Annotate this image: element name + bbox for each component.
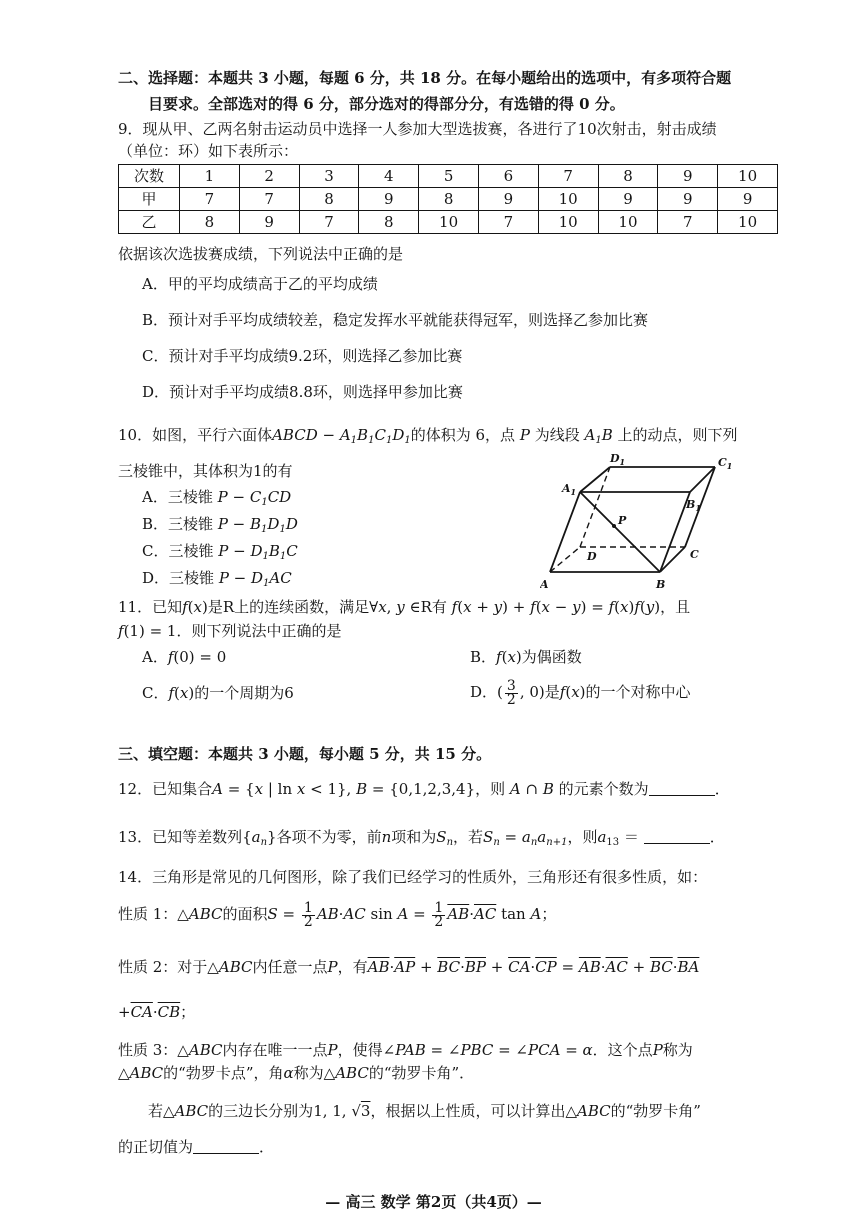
q10-option-a-label: A．三棱锥 bbox=[142, 488, 213, 506]
label-d: D bbox=[587, 550, 597, 563]
table-cell: 5 bbox=[419, 165, 479, 188]
q11-option-d-label: D． bbox=[470, 683, 498, 701]
q14-property2-text-2: ，有 bbox=[337, 958, 368, 976]
section2-heading-line1: 二、选择题：本题共 3 小题，每题 6 分，共 18 分。在每小题给出的选项中，有多项符合题 bbox=[118, 69, 732, 87]
q11-option-a: A．f(0) = 0 bbox=[142, 648, 227, 666]
q12-answer-blank[interactable] bbox=[649, 781, 715, 796]
q10-stem-line1: 10．如图，平行六面体ABCD − $A_1B_1C_1D_1$的体积为 6，点 P 为线段 $A_1B$ 上的动点，则下列 bbox=[118, 426, 738, 446]
edge-a1-a bbox=[550, 492, 580, 572]
q10-option-c-label: C．三棱锥 bbox=[142, 542, 214, 560]
q10-stem-line2: 三棱锥中，其体积为1的有 bbox=[118, 462, 293, 480]
table-cell: 次数 bbox=[119, 165, 180, 188]
q13-text-3: 项和为 bbox=[391, 828, 437, 846]
q9-option-b: B．预计对手平均成绩较差，稳定发挥水平就能获得冠军，则选择乙参加比赛 bbox=[142, 311, 649, 329]
q10-math-segment: $A_1B$ bbox=[584, 426, 613, 446]
q11-stem-line2: f(1) = 1．则下列说法中正确的是 bbox=[118, 622, 342, 640]
q11-text-5: ．则下列说法中正确的是 bbox=[176, 622, 342, 640]
q14-property2-line1: 性质 2：对于△ABC内任意一点P，有$\overline{AB}\cdot\overline{AP} + \overline{BC}\cdot\overline{BP} + \overline{CA}\cdot\overline{CP} = \overline{AB}\cdot\overline{AC} + \overline{BC}\cdot\overline{BA}$ bbox=[118, 958, 700, 976]
q14-property1: 性质 1：△ABC的面积S = $\frac{1}{2}$ AB·AC sin A = $\frac{1}{2}$ $\overline{AB}\cdot\overline{AC}$ tan A； bbox=[118, 899, 557, 930]
table-cell: 7 bbox=[478, 211, 538, 234]
q11-option-d-text-1: 是 bbox=[544, 683, 560, 701]
q12-text-1: 12．已知集合 bbox=[118, 780, 213, 798]
q11-option-c-text: 的一个周期为6 bbox=[194, 684, 294, 702]
q13-text-5: ，则 bbox=[567, 828, 598, 846]
page-footer: — 高三 数学 第2页（共4页）— bbox=[325, 1193, 542, 1211]
q13-text-4: ，若 bbox=[453, 828, 484, 846]
q10-option-b-label: B．三棱锥 bbox=[142, 515, 214, 533]
q11-option-a-label: A． bbox=[142, 648, 168, 666]
table-cell: 9 bbox=[478, 188, 538, 211]
table-cell: 9 bbox=[658, 188, 718, 211]
q9-option-a: A．甲的平均成绩高于乙的平均成绩 bbox=[142, 275, 378, 293]
q11-option-d: D．( $\frac{3}{2}$ , 0)是f(x)的一个对称中心 bbox=[470, 677, 691, 708]
q14-question-text-2: 的三边长分别为 bbox=[208, 1102, 314, 1120]
table-row bbox=[119, 188, 778, 211]
q14-fraction-half-1: $\frac{1}{2}$ bbox=[303, 899, 313, 930]
table-cell: 1 bbox=[180, 165, 240, 188]
q12-stem: 12．已知集合A = {x | ln x < 1}, B = {0,1,2,3,4}，则 A ∩ B 的元素个数为 ． bbox=[118, 780, 730, 798]
q14-property2-text-1: 内任意一点 bbox=[252, 958, 328, 976]
table-cell: 9 bbox=[718, 188, 778, 211]
q10-text-3: ，点 bbox=[485, 426, 516, 444]
q14-question-text-5: 的正切值为 bbox=[118, 1138, 194, 1156]
q11-option-c-label: C． bbox=[142, 684, 169, 702]
table-row bbox=[119, 211, 778, 234]
q14-question-line1: 若△ABC的三边长分别为1, 1, √3，根据以上性质，可以计算出△ABC的“勃罗卡角” bbox=[148, 1102, 701, 1120]
q11-text-4: ，且 bbox=[660, 598, 691, 616]
table-cell: 2 bbox=[239, 165, 299, 188]
q11-option-b-text: 为偶函数 bbox=[521, 648, 582, 666]
table-cell: 甲 bbox=[119, 188, 180, 211]
q10-option-a: A．三棱锥 $P - C_1CD$ bbox=[142, 488, 292, 508]
q11-option-b-label: B． bbox=[470, 648, 497, 666]
label-c1 bbox=[718, 456, 732, 471]
q13-answer-blank[interactable] bbox=[644, 829, 710, 844]
table-cell: 9 bbox=[598, 188, 658, 211]
q14-property3-text-3: ．这个点 bbox=[592, 1041, 653, 1059]
q14-property3-label: 性质 3：△ bbox=[118, 1041, 189, 1059]
q14-property3-text-1: 内存在唯一一点 bbox=[222, 1041, 328, 1059]
table-cell: 10 bbox=[598, 211, 658, 234]
q14-answer-blank[interactable] bbox=[193, 1139, 259, 1154]
q14-property2-line2: $+\overline{CA}\cdot\overline{CB}$； bbox=[118, 1003, 196, 1021]
q14-property3-text-5: △ bbox=[118, 1064, 130, 1082]
table-cell: 4 bbox=[359, 165, 419, 188]
q9-prompt: 依据该次选拔赛成绩，下列说法中正确的是 bbox=[118, 245, 404, 263]
label-p: P bbox=[618, 514, 627, 527]
q12-text-2: ，则 bbox=[475, 780, 506, 798]
q11-text-2: 是R上的连续函数，满足∀ bbox=[207, 598, 379, 616]
label-a1-sub: 1 bbox=[570, 487, 577, 497]
label-b: B bbox=[656, 578, 666, 591]
label-a: A bbox=[540, 578, 549, 591]
q10-text-2: 的体积为 bbox=[410, 426, 471, 444]
table-cell: 7 bbox=[658, 211, 718, 234]
q10-option-c: C．三棱锥 $P - D_1B_1C$ bbox=[142, 542, 298, 562]
q11-fraction-3-2: $\frac{3}{2}$ bbox=[506, 677, 516, 708]
table-cell: 7 bbox=[299, 211, 359, 234]
table-cell: 8 bbox=[419, 188, 479, 211]
table-cell: 9 bbox=[658, 165, 718, 188]
q14-property3-text-6: 的“勃罗卡点”，角 bbox=[163, 1064, 284, 1082]
q14-property1-text: 的面积 bbox=[222, 905, 268, 923]
table-cell: 乙 bbox=[119, 211, 180, 234]
q11-stem-line1: 11．已知f(x)是R上的连续函数，满足∀x, y ∈R有 f(x + y) + f(x − y) = f(x)f(y)，且 bbox=[118, 598, 691, 616]
q14-question-text-4: 的“勃罗卡角” bbox=[610, 1102, 701, 1120]
q14-fraction-half-2: $\frac{1}{2}$ bbox=[434, 899, 444, 930]
q14-intro: 14．三角形是常见的几何图形，除了我们已经学习的性质外，三角形还有很多性质，如： bbox=[118, 868, 708, 886]
q10-text-5: 上的动点，则下列 bbox=[617, 426, 738, 444]
table-cell: 7 bbox=[180, 188, 240, 211]
q11-option-d-text-2: 的一个对称中心 bbox=[585, 683, 691, 701]
q13-text-1: 13．已知等差数列 bbox=[118, 828, 243, 846]
section3-heading: 三、填空题：本题共 3 小题，每小题 5 分，共 15 分。 bbox=[118, 745, 492, 763]
q9-score-table bbox=[118, 164, 778, 234]
q14-question-text-6: ． bbox=[259, 1138, 275, 1156]
q14-question-text-3: ，根据以上性质，可以计算出△ bbox=[370, 1102, 577, 1120]
q11-text-3: ∈R有 bbox=[409, 598, 447, 616]
q9-stem-line1: 9．现从甲、乙两名射击运动员中选择一人参加大型选拔赛，各进行了10次射击，射击成绩 bbox=[118, 120, 717, 138]
q9-option-c: C．预计对手平均成绩9.2环，则选择乙参加比赛 bbox=[142, 347, 463, 365]
q10-text-4: 为线段 bbox=[534, 426, 580, 444]
q14-property3-text-2: ，使得 bbox=[337, 1041, 383, 1059]
section2-heading-line2: 目要求。全部选对的得 6 分，部分选对的得部分分，有选错的得 0 分。 bbox=[148, 95, 625, 113]
q13-text-2: 各项不为零，前 bbox=[276, 828, 382, 846]
table-cell: 8 bbox=[359, 211, 419, 234]
q12-text-4: ． bbox=[714, 780, 730, 798]
q13-stem: 13．已知等差数列$\{a_n\}$各项不为零，前n项和为$S_n$，若$S_n = a_na_{n+1}$，则$a_{13}$ ＝ ． bbox=[118, 828, 725, 848]
q10-option-d-label: D．三棱锥 bbox=[142, 569, 215, 587]
table-cell: 10 bbox=[538, 188, 598, 211]
label-d1-sub: 1 bbox=[619, 457, 626, 467]
q14-property1-label: 性质 1：△ bbox=[118, 905, 189, 923]
q13-text-6: ＝ bbox=[623, 828, 639, 846]
q14-property3-text-7: 称为△ bbox=[293, 1064, 336, 1082]
label-c1-sub: 1 bbox=[726, 461, 733, 471]
table-cell: 3 bbox=[299, 165, 359, 188]
table-cell: 9 bbox=[239, 211, 299, 234]
q9-stem-line2: （单位：环）如下表所示： bbox=[118, 142, 299, 160]
table-cell: 9 bbox=[359, 188, 419, 211]
q10-option-d: D．三棱锥 $P - D_1AC$ bbox=[142, 569, 292, 589]
label-c1-letter: C bbox=[718, 456, 727, 469]
label-a1 bbox=[561, 482, 576, 497]
q11-option-c: C．f(x)的一个周期为6 bbox=[142, 684, 294, 702]
q11-functional-equation: f bbox=[451, 598, 458, 616]
table-cell: 8 bbox=[299, 188, 359, 211]
q13-text-7: ． bbox=[709, 828, 725, 846]
label-a1-letter: A bbox=[562, 482, 571, 495]
table-cell: 7 bbox=[538, 165, 598, 188]
q11-option-b: B．f(x)为偶函数 bbox=[470, 648, 582, 666]
q12-text-3: 的元素个数为 bbox=[558, 780, 649, 798]
q14-property3-line1: 性质 3：△ABC内存在唯一一点P，使得∠PAB = ∠PBC = ∠PCA = α．这个点P称为 bbox=[118, 1041, 693, 1059]
table-cell: 10 bbox=[718, 165, 778, 188]
q14-property2-label: 性质 2：对于△ bbox=[118, 958, 219, 976]
q14-property3-text-4: 称为 bbox=[662, 1041, 693, 1059]
q10-math-solid: ABCD − $A_1B_1C_1D_1$ bbox=[272, 426, 411, 446]
label-d1-letter: D bbox=[610, 452, 620, 465]
table-cell: 10 bbox=[538, 211, 598, 234]
q14-property3-text-8: 的“勃罗卡角”． bbox=[368, 1064, 475, 1082]
table-cell: 6 bbox=[478, 165, 538, 188]
q11-text-1: 11．已知 bbox=[118, 598, 183, 616]
label-b1-letter: B bbox=[686, 498, 696, 511]
label-d1 bbox=[609, 452, 625, 467]
table-cell: 8 bbox=[598, 165, 658, 188]
table-header-row bbox=[119, 165, 778, 188]
label-b1-sub: 1 bbox=[695, 503, 701, 513]
table-cell: 10 bbox=[718, 211, 778, 234]
point-p bbox=[612, 524, 616, 528]
label-b1 bbox=[685, 498, 701, 513]
q10-text-1: 10．如图，平行六面体 bbox=[118, 426, 273, 444]
q14-question-text-1: 若△ bbox=[148, 1102, 175, 1120]
parallelepiped-figure bbox=[540, 452, 780, 592]
q14-property3-line2: △ABC的“勃罗卡点”，角α称为△ABC的“勃罗卡角”． bbox=[118, 1064, 475, 1082]
label-c: C bbox=[690, 548, 699, 561]
q9-option-d: D．预计对手平均成绩8.8环，则选择甲参加比赛 bbox=[142, 383, 463, 401]
q10-option-b: B．三棱锥 $P - B_1D_1D$ bbox=[142, 515, 298, 535]
table-cell: 10 bbox=[419, 211, 479, 234]
table-cell: 7 bbox=[239, 188, 299, 211]
table-cell: 8 bbox=[180, 211, 240, 234]
q14-question-line2 bbox=[118, 1136, 274, 1158]
